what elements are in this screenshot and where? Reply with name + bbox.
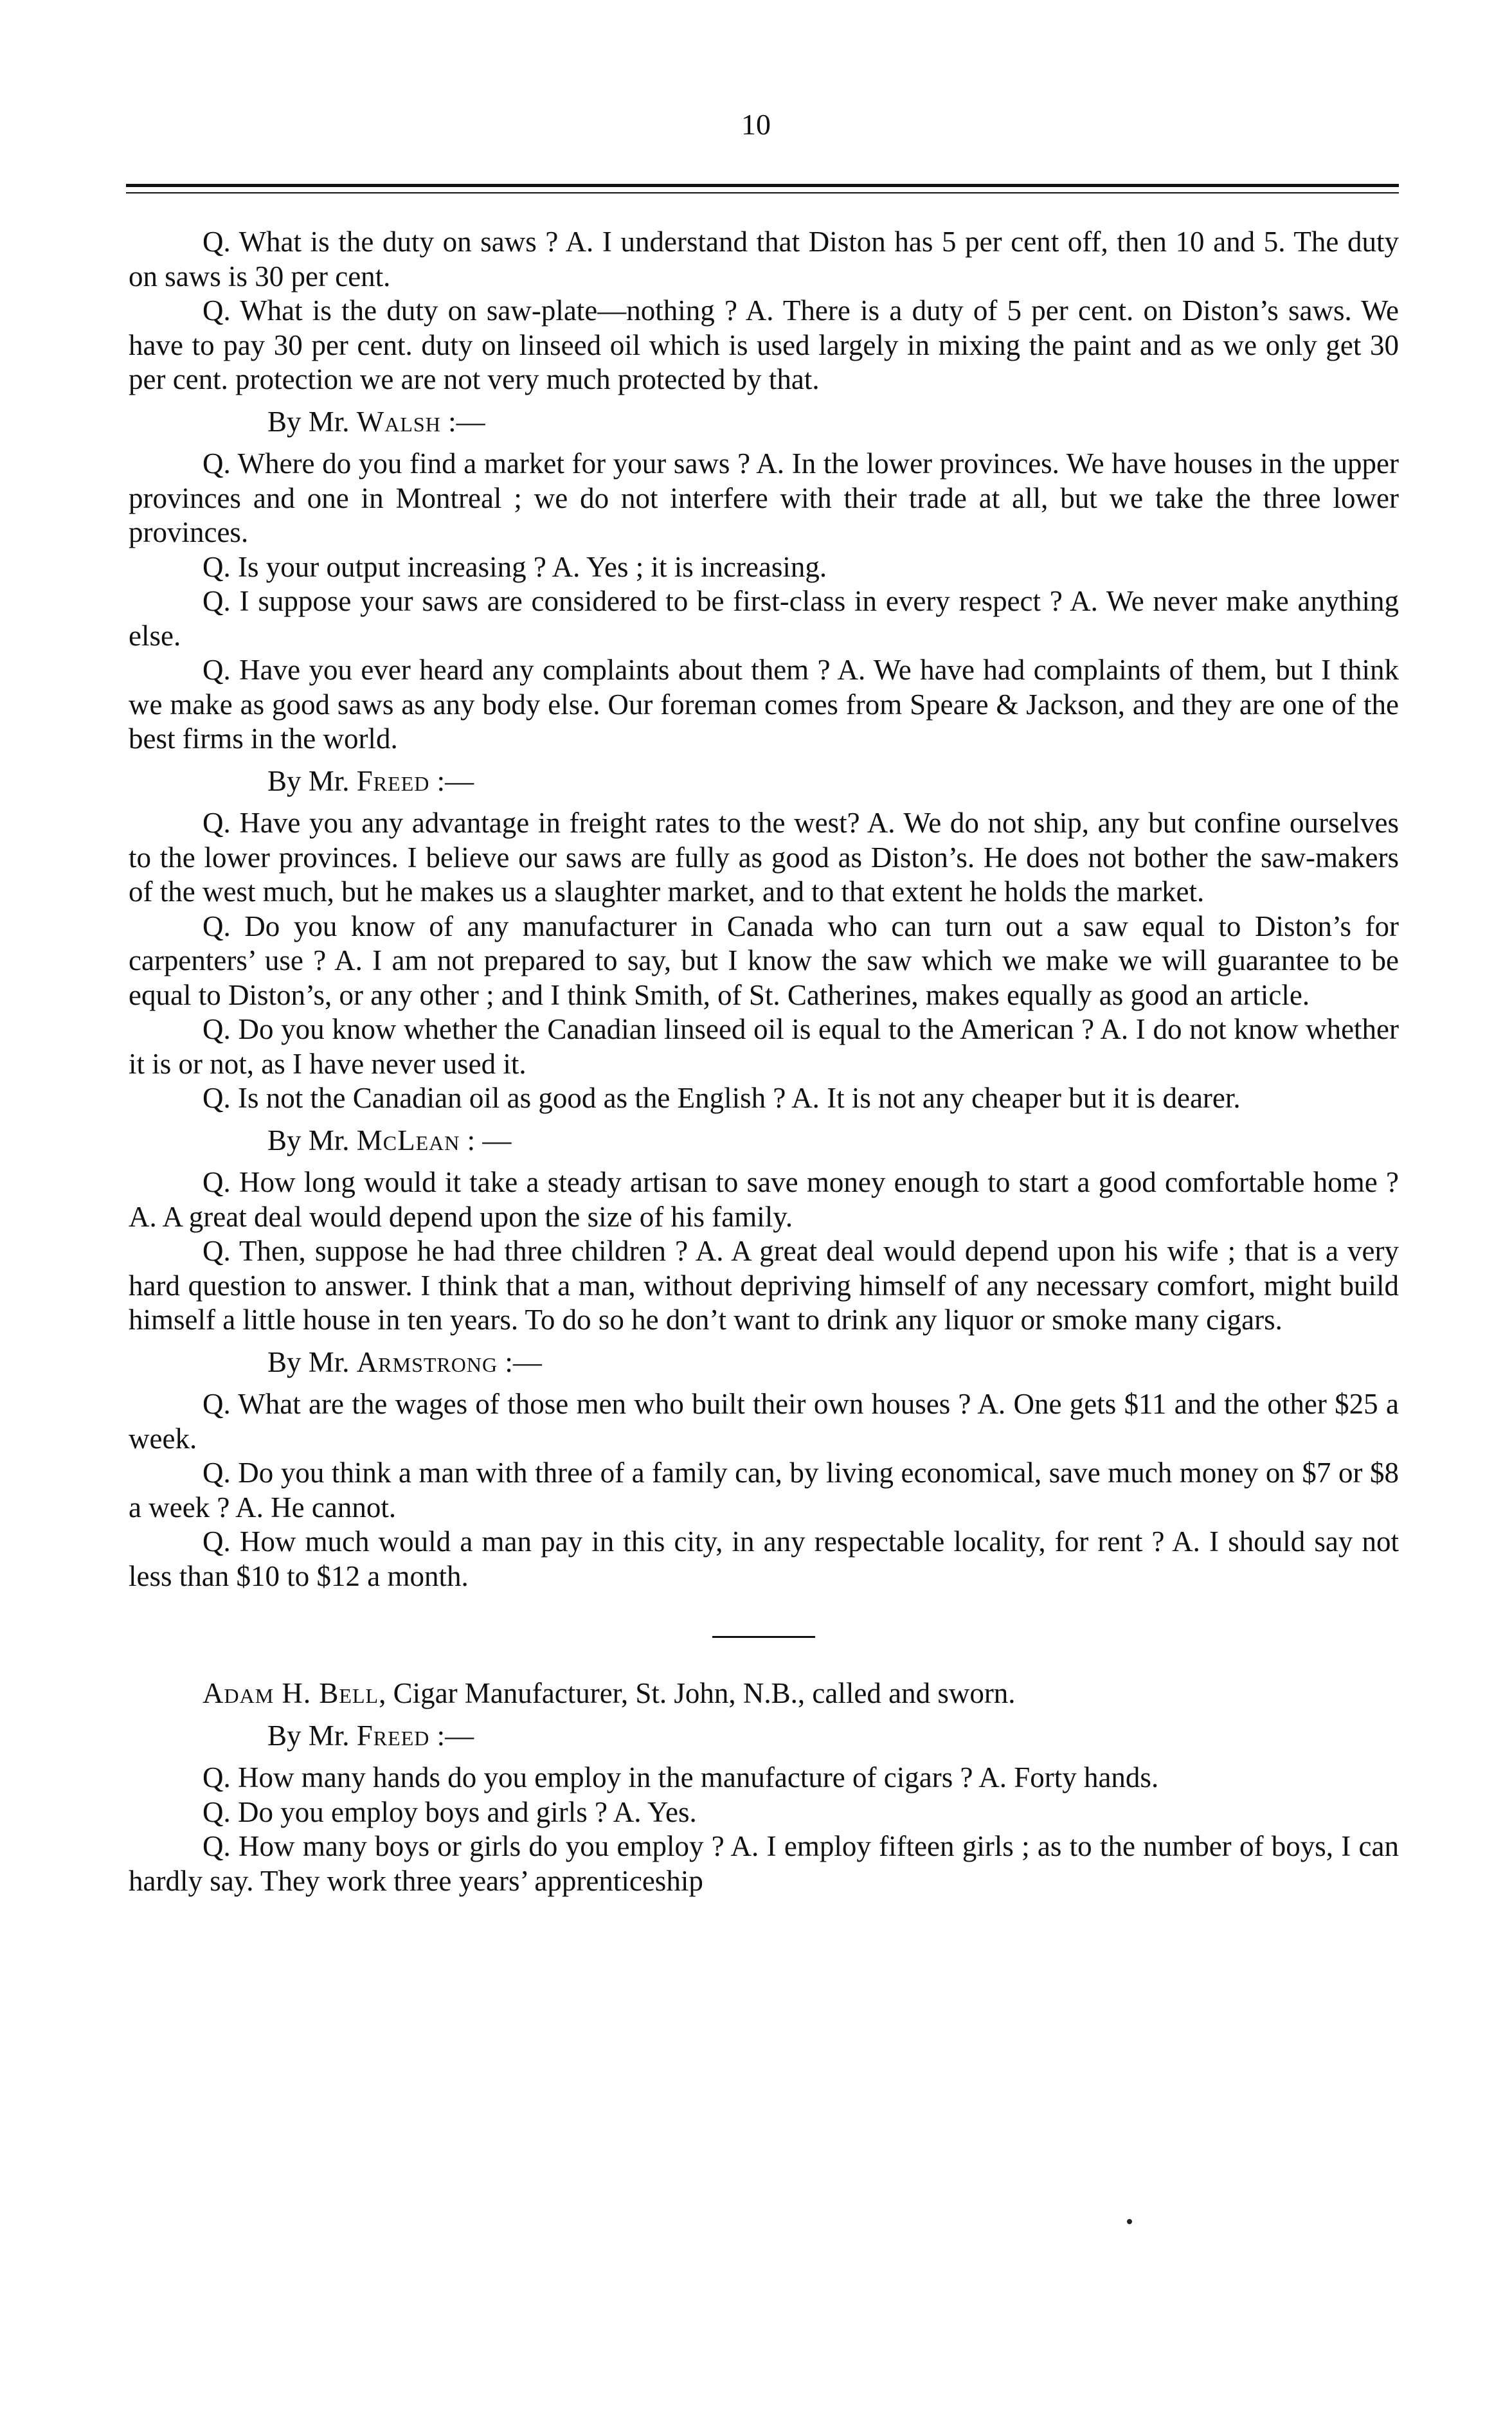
question-answer-paragraph: Q. Do you know whether the Canadian linseed oil is equal to the American ? A. I do not know whether it is or not, as I have never used it. bbox=[129, 1013, 1399, 1080]
header-double-rule bbox=[126, 184, 1399, 197]
examiner-name: Freed bbox=[356, 1719, 430, 1752]
examiner-prefix: By Mr. bbox=[267, 405, 357, 438]
witness-description: , Cigar Manufacturer, St. John, N.B., called and sworn. bbox=[379, 1677, 1016, 1709]
question-answer-paragraph: Q. Is your output increasing ? A. Yes ; it is increasing. bbox=[203, 550, 827, 583]
question-answer-paragraph: Q. Then, suppose he had three children ? A. A great deal would depend upon his wife ; that is a very hard question to answer. I think that a man, without depriving himself of any necessary comfort, might build himself a little house in ten years. To do so he don’t want to drink any liquor or smoke many cigars. bbox=[129, 1235, 1399, 1336]
examiner-name: Walsh bbox=[356, 405, 441, 438]
examiner-prefix: By Mr. bbox=[267, 1719, 357, 1752]
question-answer-paragraph: Q. Have you ever heard any complaints about them ? A. We have had complaints of them, but I think we make as good saws as any body else. Our foreman comes from Speare & Jackson, and they are one of the best firms in the world. bbox=[129, 654, 1399, 755]
question-answer-paragraph: Q. How long would it take a steady artisan to save money enough to start a good comfortable home ? A. A great deal would depend upon the size of his family. bbox=[129, 1166, 1399, 1233]
witness-heading bbox=[129, 1676, 1399, 1711]
examiner-suffix: :— bbox=[429, 1719, 474, 1752]
examiner-prefix: By Mr. bbox=[267, 1124, 357, 1156]
examiner-heading bbox=[267, 405, 1399, 440]
witness-name: Adam H. Bell bbox=[203, 1677, 379, 1709]
question-answer-paragraph: Q. How much would a man pay in this city, in any respectable locality, for rent ? A. I should say not less than $10 to $12 a month. bbox=[129, 1525, 1399, 1592]
question-answer-paragraph: Q. Is not the Canadian oil as good as the English ? A. It is not any cheaper but it is dearer. bbox=[203, 1082, 1241, 1114]
question-answer-paragraph: Q. Have you any advantage in freight rates to the west? A. We do not ship, any but confine ourselves to the lower provinces. I believe our saws are fully as good as Diston’s. He does not bother the saw-makers of the west much, but he makes us a slaughter market, and to that extent he holds the market. bbox=[129, 807, 1399, 908]
examiner-suffix: :— bbox=[429, 764, 474, 797]
question-answer-paragraph: Q. How many boys or girls do you employ ? A. I employ fifteen girls ; as to the number of boys, I can hardly say. They work three years’ apprenticeship bbox=[129, 1830, 1399, 1897]
question-answer-paragraph: Q. Where do you find a market for your saws ? A. In the lower provinces. We have houses in the upper provinces and one in Montreal ; we do not interfere with their trade at all, but we take the three lower provinces. bbox=[129, 447, 1399, 548]
question-answer-paragraph: Q. How many hands do you employ in the manufacture of cigars ? A. Forty hands. bbox=[203, 1761, 1159, 1793]
examiner-prefix: By Mr. bbox=[267, 1345, 357, 1378]
page-number: 10 bbox=[741, 108, 771, 141]
examiner-heading bbox=[267, 764, 1399, 799]
question-answer-paragraph: Q. What is the duty on saw-plate—nothing ? A. There is a duty of 5 per cent. on Diston’s saws. We have to pay 30 per cent. duty on linseed oil which is used largely in mixing the paint and as we only get 30 per cent. protection we are not very much protected by that. bbox=[129, 294, 1399, 395]
header-rule-thick bbox=[126, 184, 1399, 187]
examiner-name: Freed bbox=[356, 764, 430, 797]
question-answer-paragraph: Q. I suppose your saws are considered to be first-class in every respect ? A. We never make anything else. bbox=[129, 585, 1399, 652]
question-answer-paragraph: Q. Do you employ boys and girls ? A. Yes. bbox=[203, 1795, 697, 1828]
question-answer-paragraph: Q. What are the wages of those men who built their own houses ? A. One gets $11 and the other $25 a week. bbox=[129, 1388, 1399, 1455]
examiner-name: Armstrong bbox=[356, 1345, 498, 1378]
examiner-heading bbox=[267, 1124, 1399, 1158]
examiner-name: McLean bbox=[356, 1124, 460, 1156]
examiner-heading bbox=[267, 1719, 1399, 1754]
examiner-heading bbox=[267, 1345, 1399, 1380]
examiner-suffix: : — bbox=[460, 1124, 512, 1156]
examiner-suffix: :— bbox=[498, 1345, 542, 1378]
ink-spot bbox=[1127, 2219, 1132, 2224]
testimony-text bbox=[129, 225, 1399, 1898]
section-separator bbox=[712, 1636, 815, 1638]
question-answer-paragraph: Q. Do you think a man with three of a family can, by living economical, save much money on $7 or $8 a week ? A. He cannot. bbox=[129, 1457, 1399, 1523]
examiner-prefix: By Mr. bbox=[267, 764, 357, 797]
examiner-suffix: :— bbox=[440, 405, 485, 438]
header-rule-thin bbox=[126, 192, 1399, 193]
question-answer-paragraph: Q. What is the duty on saws ? A. I understand that Diston has 5 per cent off, then 10 and 5. The duty on saws is 30 per cent. bbox=[129, 226, 1399, 292]
question-answer-paragraph: Q. Do you know of any manufacturer in Canada who can turn out a saw equal to Diston’s for carpenters’ use ? A. I am not prepared to say, but I know the saw which we make we will guarantee to be equal to Diston’s, or any other ; and I think Smith, of St. Catherines, makes equally as good an article. bbox=[129, 910, 1399, 1011]
